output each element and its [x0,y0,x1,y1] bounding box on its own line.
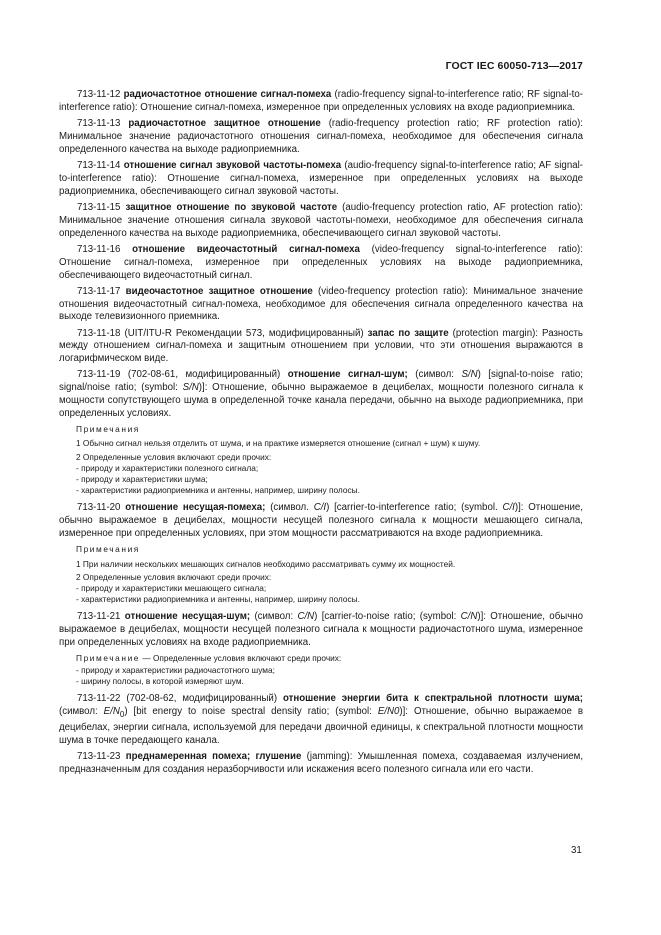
term-symbol: E/N0 [377,705,400,717]
term-symbol: C/I [502,502,515,514]
term-number: 713-11-16 [77,243,121,255]
term-title: радиочастотное защитное отношение [128,118,321,129]
term-title: отношение видеочастотный сигнал-помеха [132,243,360,255]
notes-title: Примечания [76,424,140,435]
term-definition: (video-frequency signal-to-interference ratio): Отношение сигнал-помеха, измеренное при определенных условиях на выходе радиоприемника, обеспечивающего видеочастотный сигнал. [59,243,583,281]
note-item: 2 Определенные условия включают среди прочих: [76,571,272,582]
term-entry [59,693,583,748]
term-definition: )]: Отношение, обычно выражаемое в децибелах, мощности несущей полезного сигнала к мощности мешающего сигнала, измеренное при определенных условиях, при этом мощности рассматриваются на входе радиоприемника. [59,502,583,540]
term-symbol: C/N [297,611,315,623]
note-list-item: - природу и характеристики шума; [76,474,208,485]
symbol-prefix: (символ. [270,502,314,514]
term-definition: (radio-frequency signal-to-interference ratio; RF signal-to-interference ratio): Отношение сигнал-помеха, измеренное при определенных условиях на входе радиоприемника. [59,89,583,113]
symbol-subscript: 0 [119,709,125,719]
term-definition: (jamming): Умышленная помеха, создаваемая излучением, предназначенным для создания неразборчивости или искажения всего полезного сигнала или его части. [59,750,584,775]
term-number: 713-11-15 [77,201,121,213]
term-english: ) [carrier-to-interference ratio; (symbol. [326,502,503,514]
term-entry [59,118,583,157]
term-title: преднамеренная помеха; глушение [125,750,302,762]
note-list-item: - ширину полосы, в которой измеряют шум. [76,675,244,686]
term-definition: (audio-frequency signal-to-interference ratio; AF signal-to-interference ratio): Отношение сигнал-помеха, измеренное при определенных условиях на выходе радиоприемника, обеспечивающего сигнал звуковой частоты. [59,159,583,197]
term-entry [59,89,583,115]
symbol-prefix: (символ: [59,705,104,717]
page-number: 31 [571,845,582,856]
term-entry [59,244,583,283]
notes-title: Примечания [76,544,140,555]
term-title: запас по защите [367,327,449,339]
term-english: ) [signal-to-noise ratio; signal/noise ratio; (symbol: [59,369,584,394]
document-body [59,89,583,780]
term-title: видеочастотное защитное отношение [125,285,313,297]
term-definition: (protection margin): Разность между отношением сигнал-помеха и защитным отношением при условии, что эти отношения выражаются в логарифмическом виде. [59,327,583,365]
term-definition: )]: Отношение, обычно выражаемое в децибелах, энергии сигнала, используемой для передачи двоичной единицы, к спектральной плотности мощности шума в точке передающего канала. [59,705,583,746]
term-definition: (radio-frequency protection ratio; RF protection ratio): Минимальное значение радиочастотного отношения сигнал-помеха, необходимое для обеспечения сигнала определенного качества на выходе радиоприемника. [59,118,583,155]
term-title: защитное отношение по звуковой частоте [125,201,338,213]
notes-block [59,653,583,687]
term-title: отношение несущая-помеха; [125,502,266,514]
term-symbol: C/N [460,611,478,623]
term-number: 713-11-13 [77,118,121,129]
term-title: радиочастотное отношение сигнал-помеха [123,89,332,100]
note-list-item: - характеристики радиоприемника и антенны, например, ширину полосы. [76,594,360,605]
term-number: 713-11-18 (UIT/ITU-R Рекомендации 573, модифицированный) [77,327,364,339]
term-entry [59,502,583,541]
term-title: отношение сигнал-шум; [287,369,408,381]
notes-block [59,544,583,605]
term-number: 713-11-17 [77,285,121,297]
term-title: отношение энергии бита к спектральной плотности шума; [282,692,583,704]
term-number: 713-11-21 [77,611,121,623]
term-entry [59,611,583,650]
term-number: 713-11-20 [77,502,121,514]
note-list-item: - природу и характеристики мешающего сигнала; [76,582,267,593]
term-english: ) [bit energy to noise spectral density ratio; (symbol: [124,705,378,717]
term-number: 713-11-19 (702-08-61, модифицированный) [77,369,281,381]
term-number: 713-11-14 [77,159,121,171]
note-list-item: - природу и характеристики радиочастотного шума; [76,664,275,675]
note-item: 2 Определенные условия включают среди прочих: [76,451,272,462]
term-definition: (video-frequency protection ratio): Минимальное значение отношения видеочастотный сигнал-помеха, необходимое для обеспечения сигнала определенного качества на выходе телевизионного приемника. [59,285,583,323]
term-entry [59,160,583,199]
term-symbol: S/N [182,382,199,394]
note-list-item: - характеристики радиоприемника и антенны, например, ширину полосы. [76,485,360,496]
term-number: 713-11-12 [77,89,121,100]
term-number: 713-11-23 [77,750,121,762]
note-item: 1 Обычно сигнал нельзя отделить от шума, и на практике измеряется отношение (сигнал + шум) к шуму. [76,438,481,449]
notes-block [59,424,583,496]
term-definition: )]: Отношение, обычно выражаемое в децибелах, мощности несущей полезного сигнала к мощности радиочастотного шума, измеренное при определенных условиях на входе радиоприемника. [59,611,583,649]
term-definition: (audio-frequency protection ratio, AF protection ratio): Минимальное значение отношения сигнала звуковой частоты-помехи, необходимое для обеспечения сигнала определенного качества на выходе радиоприемника, обеспечивающего сигнал звуковой частоты. [59,201,583,239]
notes-title: Примечание [76,653,141,664]
term-symbol: E/N [103,705,120,717]
term-definition: )]: Отношение, обычно выражаемое в децибелах, мощности полезного сигнала к мощности сопутствующего шума в определенной точке канала передачи, обычно на выходе радиоприемника, при определенных условиях. [59,382,583,420]
term-english: ) [carrier-to-noise ratio; (symbol: [314,611,461,623]
term-number: 713-11-22 (702-08-62, модифицированный) [77,692,278,704]
term-entry [59,328,583,367]
note-item: — Определенные условия включают среди прочих: [140,653,342,664]
term-symbol: S/N [461,369,478,381]
term-entry [59,369,583,421]
term-title: отношение сигнал звуковой частоты-помеха [123,159,342,171]
term-symbol: C/I [313,502,327,514]
term-entry [59,286,583,325]
standard-header: ГОСТ IEC 60050-713—2017 [445,60,583,72]
term-title: отношение несущая-шум; [124,611,251,623]
term-entry [59,202,583,241]
note-item: 1 При наличии нескольких мешающих сигналов необходимо рассматривать сумму их мощностей. [76,558,456,569]
symbol-prefix: (символ: [415,369,462,381]
term-entry [59,751,583,777]
symbol-prefix: (символ: [254,611,298,623]
note-list-item: - природу и характеристики полезного сигнала; [76,462,259,473]
